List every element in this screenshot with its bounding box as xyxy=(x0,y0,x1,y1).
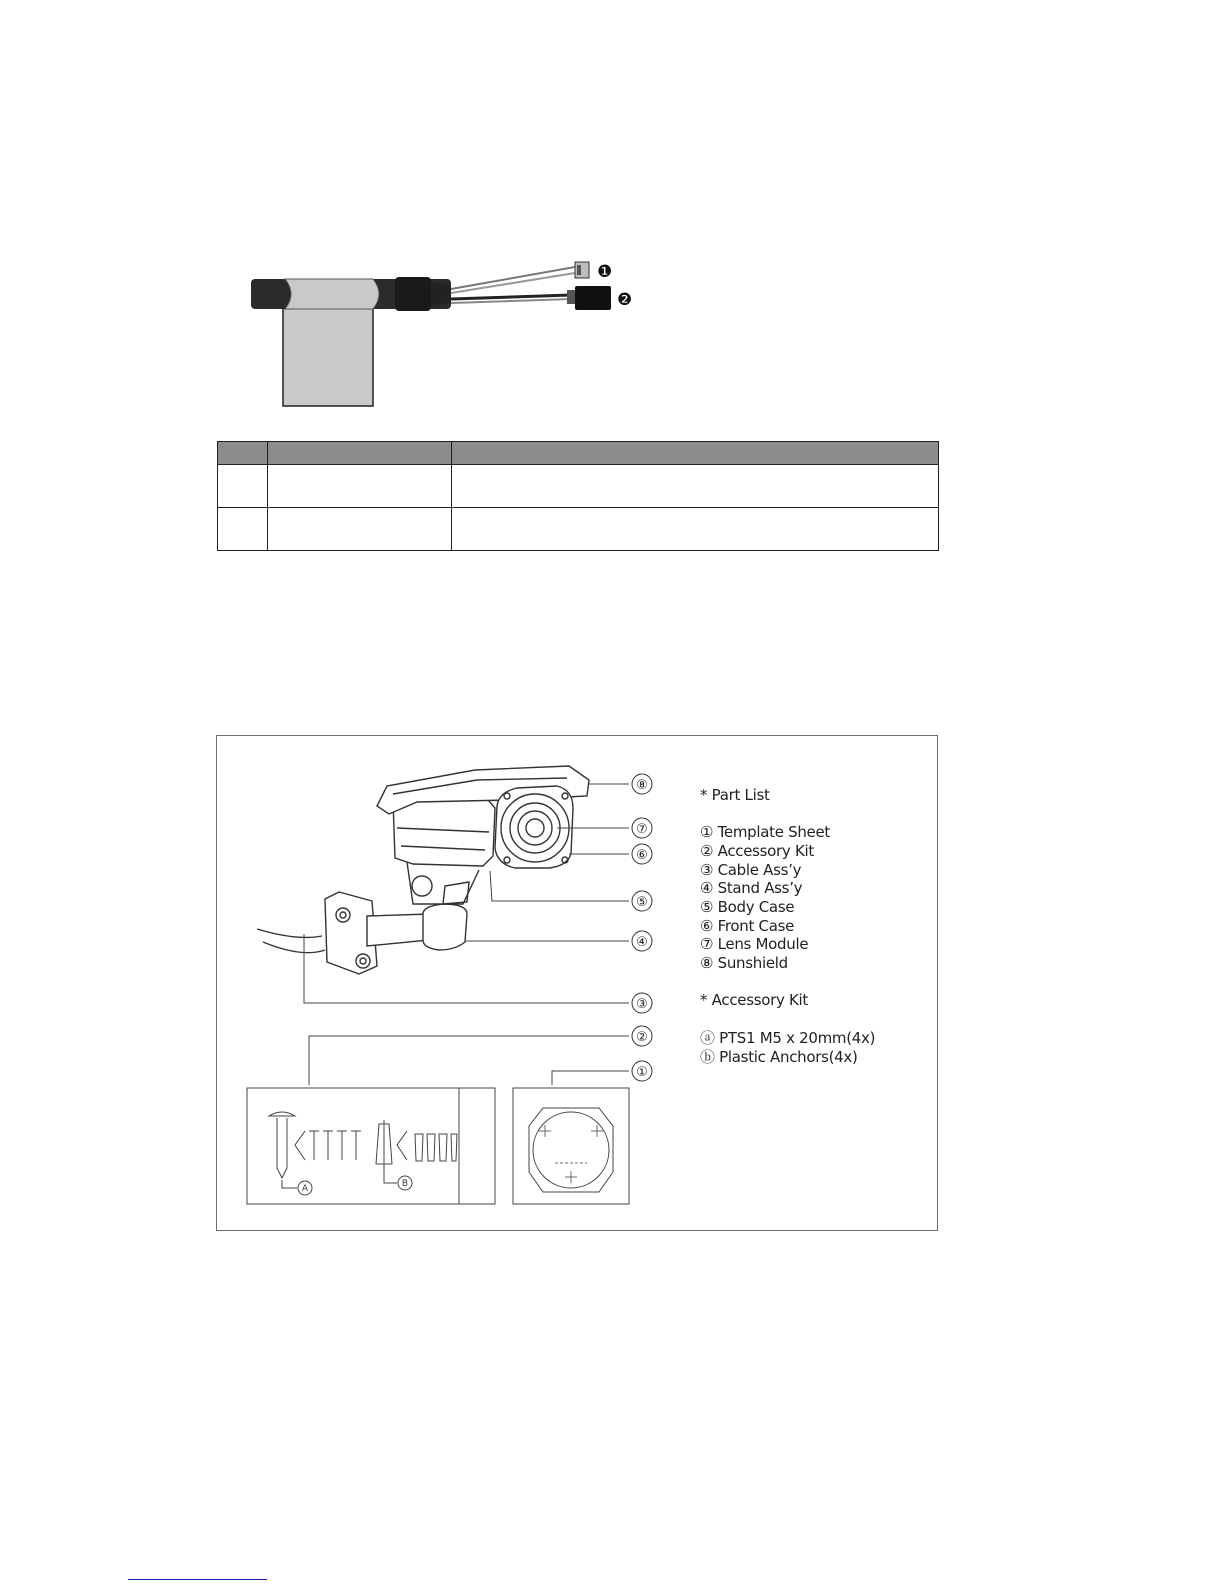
header-cell-name xyxy=(268,442,452,465)
part-list-heading: * Part List xyxy=(700,786,770,804)
part-list-item: ⑦ Lens Module xyxy=(700,935,809,953)
part-list-item: ⑤ Body Case xyxy=(700,898,795,916)
callout-7: ⑦ xyxy=(636,822,648,837)
callout-4: ④ xyxy=(636,935,648,950)
cable-assembly-figure xyxy=(245,255,665,415)
table-row xyxy=(218,465,939,508)
part-list-item: ② Accessory Kit xyxy=(700,842,814,860)
callout-2: ❷ xyxy=(617,290,633,310)
callout-6: ⑥ xyxy=(636,848,648,863)
spec-table xyxy=(217,441,939,551)
camera-exploded-figure xyxy=(217,736,687,1230)
callout-2: ② xyxy=(636,1030,648,1045)
part-list-item: ⑧ Sunshield xyxy=(700,954,788,972)
part-list-item: ③ Cable Ass’y xyxy=(700,861,802,879)
accessory-kit-heading: * Accessory Kit xyxy=(700,991,808,1009)
part-list-item: ④ Stand Ass’y xyxy=(700,879,803,897)
part-list-item: ⑥ Front Case xyxy=(700,917,795,935)
table-header-row xyxy=(218,442,939,465)
accessory-kit-item: ⓐ PTS1 M5 x 20mm(4x) xyxy=(700,1029,876,1047)
accessory-kit-item: ⓑ Plastic Anchors(4x) xyxy=(700,1048,858,1066)
callout-8: ⑧ xyxy=(636,778,648,793)
header-cell-description xyxy=(452,442,939,465)
callout-1: ① xyxy=(636,1065,648,1080)
callout-1: ❶ xyxy=(597,262,613,282)
footer-link-underline xyxy=(128,1579,267,1580)
callout-3: ③ xyxy=(636,997,648,1012)
callout-5: ⑤ xyxy=(636,895,648,910)
kit-callout-a: A xyxy=(301,1184,309,1194)
header-cell-no xyxy=(218,442,268,465)
kit-callout-b: B xyxy=(401,1179,409,1189)
part-list-item: ① Template Sheet xyxy=(700,823,830,841)
table-row xyxy=(218,508,939,551)
